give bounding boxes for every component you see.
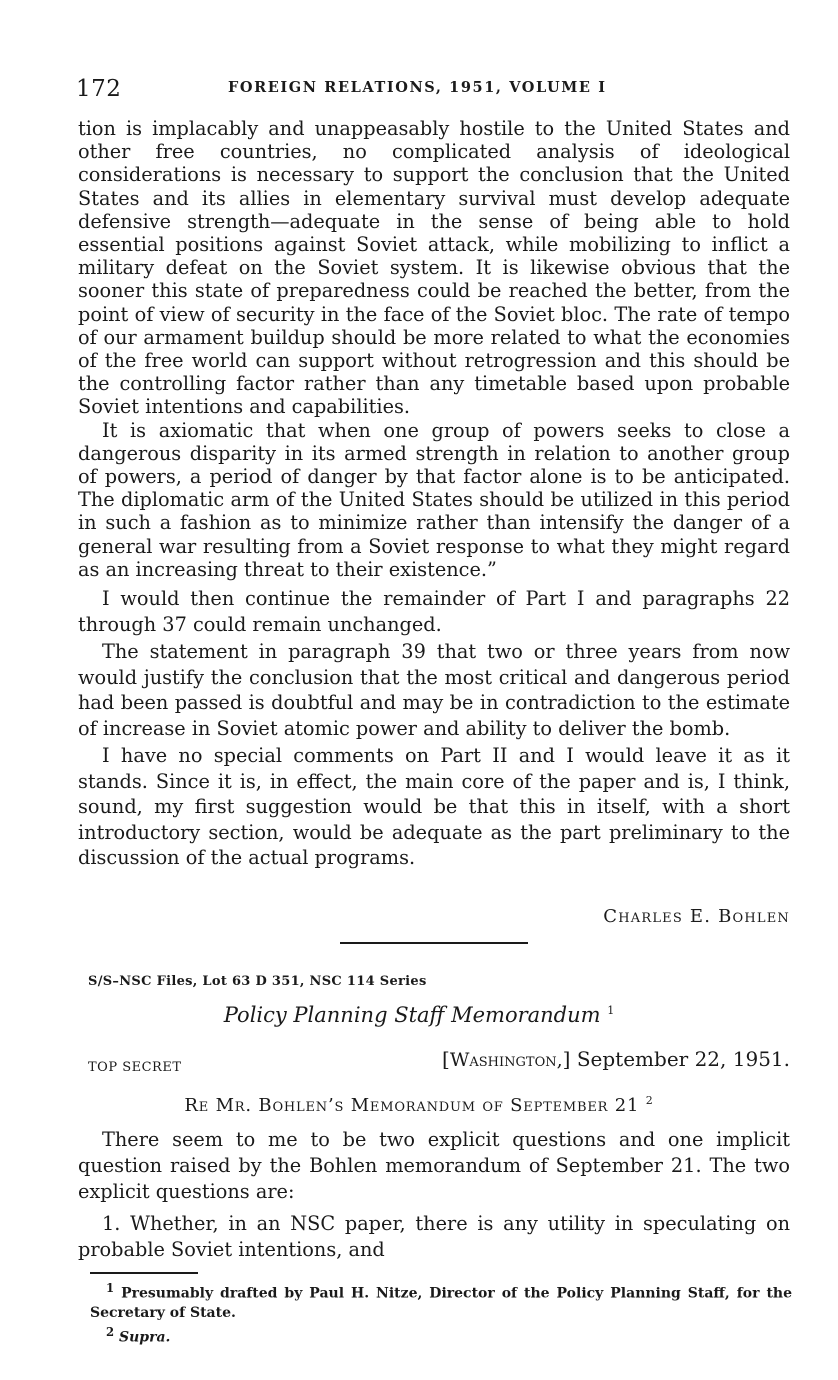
footnote-text: Supra.: [119, 1329, 171, 1346]
bohlen-closing-section: [78, 586, 790, 871]
footnote-ref-1[interactable]: 1: [607, 1004, 615, 1017]
numbered-question: 1. Whether, in an NSC paper, there is any utility in speculating on probable Soviet intentions, and: [78, 1212, 790, 1261]
running-title: FOREIGN RELATIONS, 1951, VOLUME I: [228, 79, 607, 96]
source-note: S/S–NSC Files, Lot 63 D 351, NSC 114 Series: [88, 974, 427, 989]
section-divider: [340, 942, 528, 944]
dateline-place: Washington,: [449, 1049, 563, 1071]
footnote-ref-2[interactable]: 2: [645, 1094, 654, 1107]
body-paragraph: I have no special comments on Part II and I would leave it as it stands. Since it is, in effect, the main core of the paper and is, I think, sound, my first suggestion would be that this in itself, with a short introductory section, would be adequate as the part preliminary to the discussion of the actual programs.: [78, 744, 790, 869]
page-number: 172: [76, 76, 122, 102]
memo-subject-text: Re Mr. Bohlen’s Memorandum of September 21: [184, 1095, 640, 1116]
bohlen-quoted-section: [78, 117, 790, 581]
document-title-text: Policy Planning Staff Memorandum: [223, 1003, 601, 1027]
running-head: [76, 74, 788, 106]
memo-subject: [0, 1094, 838, 1116]
body-paragraph: I would then continue the remainder of Part I and paragraphs 22 through 37 could remain unchanged.: [78, 587, 790, 636]
classification-label: TOP SECRET: [88, 1060, 182, 1075]
footnote: [90, 1279, 792, 1323]
footnote-marker: 2: [106, 1324, 115, 1339]
footnote-marker: 1: [106, 1281, 115, 1295]
document-title: [0, 1003, 838, 1027]
footnote: [90, 1323, 792, 1348]
dateline: [Washington,] September 22, 1951.: [442, 1047, 790, 1071]
quote-paragraph: tion is implacably and unappeasably hostile to the United States and other free countries, no complicated analysis of ideological considerations is necessary to support the conclusion that the United States and its allies in elementary survival must develop adequate defensive strength—adequate in the sense of being able to hold essential positions against Soviet attack, while mobilizing to inflict a military defeat on the Soviet system. It is likewise obvious that the sooner this state of preparedness could be reached the better, from the point of view of security in the face of the Soviet bloc. The rate of tempo of our armament buildup should be more related to what the economies of the free world can support without retrogression and this should be the controlling factor rather than any timetable based upon probable Soviet intentions and capabilities.: [78, 117, 790, 419]
body-paragraph: The statement in paragraph 39 that two or three years from now would justify the conclusion that the most critical and dangerous period had been passed is doubtful and may be in contradiction to the estimate of increase in Soviet atomic power and ability to deliver the bomb.: [78, 640, 790, 740]
footnote-rule: [90, 1272, 198, 1274]
signature: Charles E. Bohlen: [603, 906, 790, 927]
quote-paragraph: It is axiomatic that when one group of powers seeks to close a dangerous disparity in its armed strength in relation to another group of powers, a period of danger by that factor alone is to be anticipated. The diplomatic arm of the United States should be utilized in this period in such a fashion as to minimize rather than intensify the danger of a general war resulting from a Soviet response to what they might regard as an increasing threat to their existence.”: [78, 418, 790, 581]
dateline-date: September 22, 1951.: [576, 1047, 790, 1071]
body-paragraph: There seem to me to be two explicit questions and one implicit question raised by the Bohlen memorandum of September 21. The two explicit questions are:: [78, 1128, 790, 1203]
ppp-memo-body: [78, 1127, 790, 1263]
footnotes: [90, 1279, 792, 1347]
footnote-text: Presumably drafted by Paul H. Nitze, Director of the Policy Planning Staff, for the Secretary of State.: [90, 1285, 793, 1321]
